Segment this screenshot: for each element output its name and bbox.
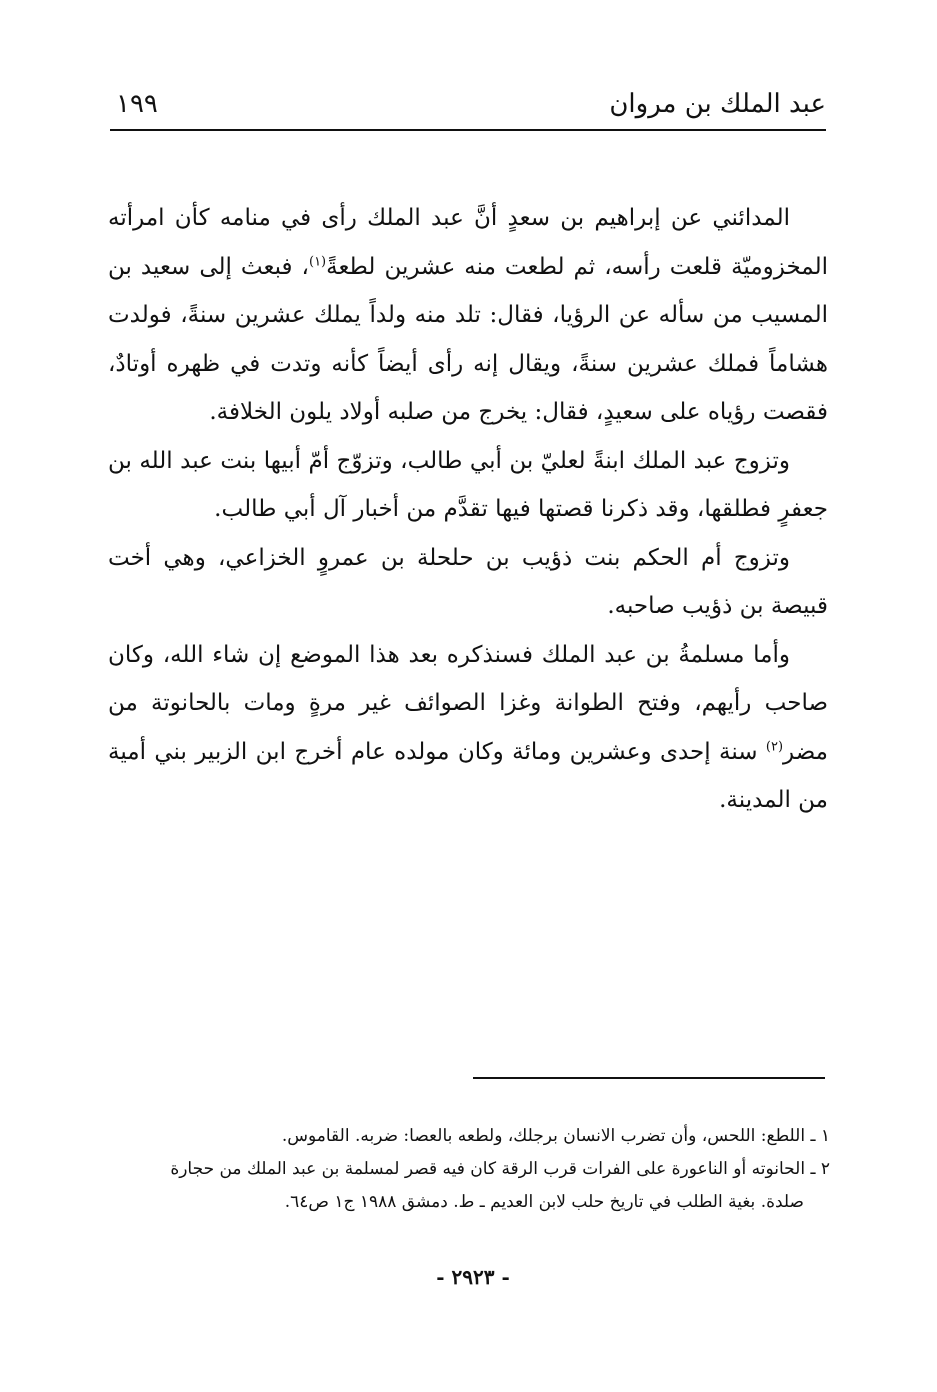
page-number: - ٢٩٢٣ - xyxy=(436,1265,510,1289)
paragraph-1 xyxy=(108,194,828,437)
running-header-page-number: ١٩٩ xyxy=(116,89,158,119)
running-header-title: عبد الملك بن مروان xyxy=(609,89,826,119)
paragraph-4 xyxy=(108,631,828,825)
footnote-ref-2: (٢) xyxy=(765,738,784,754)
running-header xyxy=(110,84,826,126)
paragraph-3: وتزوج أم الحكم بنت ذؤيب بن حلحلة بن عمروٍ الخزاعي، وهي أخت قبيصة بن ذؤيب صاحبه. xyxy=(108,544,828,619)
footnote-rule xyxy=(473,1077,825,1079)
footnote-1: ١ ـ اللطع: اللحس، وأن تضرب الانسان برجلك، ولطعه بالعصا: ضربه. القاموس. xyxy=(281,1126,830,1146)
paragraph-4-text-a: وأما مسلمةُ بن عبد الملك فسنذكره بعد هذا الموضع إن شاء الله، وكان صاحب رأيهم، وفتح الطوانة وغزا الصوائف غير مرةٍ ومات بالحانوتة من مضر xyxy=(108,641,828,765)
paragraph-2: وتزوج عبد الملك ابنةً لعليّ بن أبي طالب، وتزوّج أمّ أبيها بنت عبد الله بن جعفرٍ فطلقها، وقد ذكرنا قصتها فيها تقدَّم من أخبار آل أبي طالب. xyxy=(108,447,828,522)
header-rule xyxy=(110,129,826,131)
paragraph-1-text-b: ، فبعث إلى سعيد بن المسيب من سأله عن الرؤيا، فقال: تلد منه ولداً يملك عشرين سنةً، فولدت هشاماً فملك عشرين سنةً، ويقال إنه رأى أيضاً كأنه وتدت في ظهره أوتادٌ، فقصت رؤياه على سعيدٍ، فقال: يخرج من صلبه أولاد يلون الخلافة. xyxy=(108,253,828,425)
footnote-ref-1: (١) xyxy=(308,253,327,269)
paragraph-1-text-a: المدائني عن إبراهيم بن سعدٍ أنَّ عبد الملك رأى في منامه كأن امرأته المخزوميّة قلعت رأسه، ثم لطعت منه عشرين لطعةً xyxy=(108,205,828,280)
paragraph-4-text-b: سنة إحدى وعشرين ومائة وكان مولده عام أخرج ابن الزبير بني أمية من المدينة. xyxy=(108,738,828,813)
footnote-2-continuation: صلدة. بغية الطلب في تاريخ حلب لابن العديم ـ ط. دمشق ١٩٨٨ ج١ ص٦٤. xyxy=(284,1192,804,1212)
footnotes xyxy=(108,1120,830,1219)
footnote-2: ٢ ـ الحانوته أو الناعورة على الفرات قرب الرقة كان فيه قصر لمسلمة بن عبد الملك من حجارة xyxy=(170,1159,830,1179)
main-text xyxy=(108,194,828,825)
